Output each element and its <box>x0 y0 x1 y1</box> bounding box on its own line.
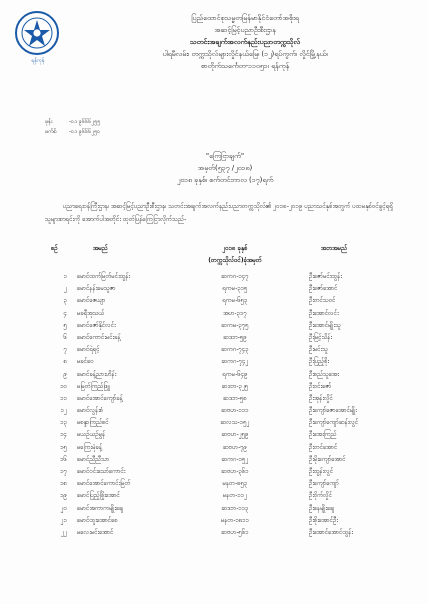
department-name: အဆင့်မြင့်ပညာဦးစီးဌာန <box>214 26 276 34</box>
roll-number: ရကမ-၆၄၉ <box>222 370 248 378</box>
table-row <box>45 503 405 515</box>
roll-number: ဆဗဟ-၃၆၁ <box>221 468 249 475</box>
father-name: ဦးမင်းသူ <box>309 346 328 354</box>
father-name: ဦးဇော်အောင် <box>309 285 338 293</box>
student-name: မောင်ကောင်းမင်းခန့် <box>77 333 121 341</box>
student-name: မောင်အောင်ကောင်းမြတ် <box>77 480 131 488</box>
table-row <box>45 405 405 417</box>
row-number: ၅ <box>63 321 67 329</box>
fax-number: -၀၁ ၉၆၆၆၂၅၀ <box>69 129 101 135</box>
seal-caption: ရန်ကုန် <box>31 58 45 64</box>
row-number: ၈ <box>63 358 67 366</box>
father-name: ဦးစိုးအောင်ဦး <box>309 516 338 524</box>
father-name: ဦးတင်အောင် <box>309 443 338 451</box>
row-number: ၁၆ <box>60 455 67 463</box>
father-name: ဦးဝိုက်လှိုင် <box>309 492 333 500</box>
roll-number: ဆကမ-၃၇၅ <box>221 321 249 329</box>
table-row <box>45 308 405 320</box>
notice-number: အမှတ်(၅၃၇ /၂၀၁၈) <box>197 164 253 172</box>
row-number: ၂ <box>64 285 67 293</box>
table-row <box>45 369 405 381</box>
father-name: ဦးပြည့်စိုး <box>309 358 329 366</box>
table-row <box>45 466 405 478</box>
row-number: ၁ <box>63 273 67 280</box>
father-name: ဦးမိုးကျော်အောင် <box>309 455 346 463</box>
table-row <box>45 417 405 429</box>
table-row <box>45 283 405 295</box>
student-name: မောင်ဇေယျာ <box>77 297 106 305</box>
row-number: ၉ <box>63 370 67 378</box>
student-name: မခရီအုသယ် <box>77 309 105 317</box>
father-name: ဦးဇော်မင်းထွန်း <box>309 273 342 280</box>
father-name: ဦးနေမျိုးချေ <box>309 504 335 512</box>
table-row <box>45 393 405 405</box>
row-number: ၂၂ <box>61 528 67 536</box>
row-number: ၁၈ <box>60 480 67 488</box>
header-father: အဘအမည် <box>321 245 348 252</box>
father-name: ဦးစည်သူအေး <box>309 370 339 378</box>
father-name: ဦးအောင်မျိုးသူ <box>309 321 341 329</box>
student-name: မကြေးမုံခန့် <box>77 443 103 451</box>
table-row <box>45 332 405 344</box>
table-row <box>45 454 405 466</box>
table-body <box>45 271 405 539</box>
roll-number: ဆကဂ-၁၅၂ <box>221 455 249 463</box>
university-seal-logo <box>14 10 60 56</box>
table-row <box>45 271 405 283</box>
father-name: ဦးဝင်းဇော် <box>309 382 332 390</box>
table-header <box>45 243 405 271</box>
student-name: မခင်ဝေ <box>77 358 94 366</box>
father-name: ဦးအောင်အောင်ထွန်း <box>309 528 353 536</box>
row-number: ၄ <box>63 309 67 317</box>
header-roll-line1: ၂၀၁၈ ခုနှစ် <box>222 245 248 252</box>
row-number: ၁၂ <box>60 407 67 415</box>
roll-number: ဆဗဟ-၁၁၁ <box>221 407 249 415</box>
table-row <box>45 527 405 539</box>
letterhead <box>110 12 380 72</box>
intro-paragraph: ပညာရေးဝန်ကြီးဌာန၊ အဆင့်မြင့်ပညာဦးစီးဌာန၊ သတင်းအချက်အလက်နည်းပညာတက္ကသိုလ်၏ ၂၀၁၈-၂၀၁၉ ပညာသင်နှစ်အတွက် ပထမနှစ်ဝင်ခွင့်ရရှိသူများစာရင်းကို အောက်ပါအတိုင်း ထုတ်ပြန်ကြေငြာလိုက်သည်- <box>45 203 393 223</box>
roll-number: မနတ-၈၅၃ <box>222 480 248 488</box>
roll-number: ဆဒဘ-၁၁၃ <box>221 504 249 512</box>
roll-number: အဟ-၃၁၇ <box>223 309 247 317</box>
notice-date: ၂၀၁၈ ခုနှစ်၊ စက်တင်ဘာလ (၁၇)ရက် <box>176 176 274 184</box>
row-number: ၇ <box>63 346 67 354</box>
father-name: ဦးအုန်းလှိုင် <box>309 394 333 402</box>
roll-number: ဆကဂ-၁၄၇ <box>221 273 249 280</box>
table-row <box>45 429 405 441</box>
row-number: ၁၀ <box>60 382 67 390</box>
row-number: ၁၁ <box>60 394 67 402</box>
student-name: မောင်ထက်မြတ်မင်းထွန်း <box>77 273 131 280</box>
phone-row <box>45 117 100 127</box>
student-name: မောင်အကာကမျိုးချေ <box>77 504 124 512</box>
contact-block <box>45 117 100 137</box>
header-no: စဉ် <box>51 245 58 252</box>
row-number: ၁၃ <box>60 419 67 427</box>
fax-row <box>45 127 100 137</box>
header-roll-line2: (တက္ကသိုလ်ဝင်)ခုံအမှတ် <box>208 257 262 264</box>
table-row <box>45 490 405 502</box>
row-number: ၁၇ <box>60 468 67 475</box>
father-name: ဦးထွန်းလွင် <box>309 468 334 475</box>
student-name: မောင်ပြည့်ဖြိုးအောင် <box>77 492 120 500</box>
row-number: ၁၉ <box>60 492 67 500</box>
father-name: ဦးတင်သဝင် <box>309 297 336 305</box>
father-name: ဦးအောင်လင်း <box>309 309 339 317</box>
table-row <box>45 295 405 307</box>
notice-title: "ကြေငြာချက်" <box>205 152 245 160</box>
roll-number: ရကမ-၆၅၃ <box>222 297 248 305</box>
student-name: မောင်လွန်းစံ <box>77 407 104 415</box>
roll-number: ဆဒဘ-၅၈ <box>223 394 247 402</box>
student-name: မောင်ညီညီသာ <box>77 455 110 463</box>
notice-title-block <box>110 150 340 186</box>
roll-number: ရကမ-၃၁၅ <box>222 285 248 293</box>
roll-number: ဆဗဟ-၇၉ <box>222 443 247 451</box>
header-roll <box>175 243 295 267</box>
student-name: မလေးမင်းအောင် <box>77 528 114 536</box>
admission-table <box>45 243 405 539</box>
row-number: ၂၁ <box>60 516 67 524</box>
table-row <box>45 381 405 393</box>
student-name: မောင်ဇော်နိုင်လင်း <box>77 321 116 329</box>
father-name: ဦးကျော်ကျော် <box>309 480 339 488</box>
row-number: ၂၀ <box>60 504 67 512</box>
postal-line: စာတိုက်သင်္ကေတ-၁၁၀၅၁၊ ရန်ကုန် <box>200 62 290 70</box>
government-name: ပြည်ထောင်စုသမ္မတမြန်မာနိုင်ငံတော်အစိုးရ <box>191 14 299 22</box>
roll-number: မနတ-၁၁၂ <box>222 492 248 500</box>
roll-number: မနတ-၁၈၁၁ <box>220 516 250 524</box>
roll-number: ဆလသ-၁၅၂ <box>220 419 250 427</box>
father-name: ဦးကျော်ကျော်ဆန်းလွင် <box>309 419 359 427</box>
table-row <box>45 320 405 332</box>
row-number: ၆ <box>63 333 67 341</box>
table-row <box>45 442 405 454</box>
table-row <box>45 515 405 527</box>
student-name: မောင်ရဲရင့် <box>77 346 100 354</box>
header-name: အမည် <box>93 245 108 252</box>
father-name: ဦးကျော်ဇောအောင်မျိုး <box>309 407 357 415</box>
roll-number: ဆဗဟ-၂၅၉ <box>221 431 249 439</box>
roll-number: ဆဒဘ-၅၉ <box>223 333 247 341</box>
roll-number: ဆဗဟ-၅၆၁ <box>221 528 249 536</box>
student-name: မောင်ခန့်ညားဟိန်း <box>77 370 117 378</box>
table-row <box>45 478 405 490</box>
father-name: ဦးမြင့်သိန်း <box>309 333 333 341</box>
roll-number: ဆကဂ-၇၄၃ <box>221 346 249 354</box>
student-name: မောင်ဝင်းသော်ကောင်း <box>77 468 126 475</box>
row-number: ၃ <box>63 297 67 305</box>
roll-number: ဆကဂ-၇၄၂ <box>221 358 249 366</box>
address-line: ပါရမီလမ်း၊ တက္ကသိုလ်များလှိုင်နယ်မြေ၊ (၁၂)ရပ်ကွက်၊ လှိုင်မြို့နယ်၊ <box>162 50 328 58</box>
row-number: ၁၄ <box>60 431 67 439</box>
fax-label: ဖက်စ် <box>45 129 57 135</box>
student-name: မောင်အောင်ကျော်ခန့် <box>77 394 123 402</box>
phone-label: ဖုန်း <box>45 119 53 125</box>
university-name: သတင်းအချက်အလက်နည်းပညာတက္ကသိုလ် <box>189 38 301 46</box>
father-name: ဦးအေးကြည် <box>309 431 337 439</box>
row-number: ၁၅ <box>60 443 67 451</box>
student-name: မမြတ်ကြည်ဖြူ <box>77 382 110 390</box>
table-row <box>45 356 405 368</box>
table-row <box>45 344 405 356</box>
student-name: မောင်ထူးအောင်စေ <box>77 516 118 524</box>
student-name: မယဉ်ယဉ်မွန် <box>77 431 106 439</box>
student-name: မောင်နန်းမေသူဇာ <box>77 285 116 293</box>
student-name: မစန္ဒာကြည်စင် <box>77 419 109 427</box>
phone-number: -၀၁ ၉၆၆၆၂၅၅ <box>69 119 101 125</box>
roll-number: ဆဒဘ-၃၂၅ <box>221 382 249 390</box>
